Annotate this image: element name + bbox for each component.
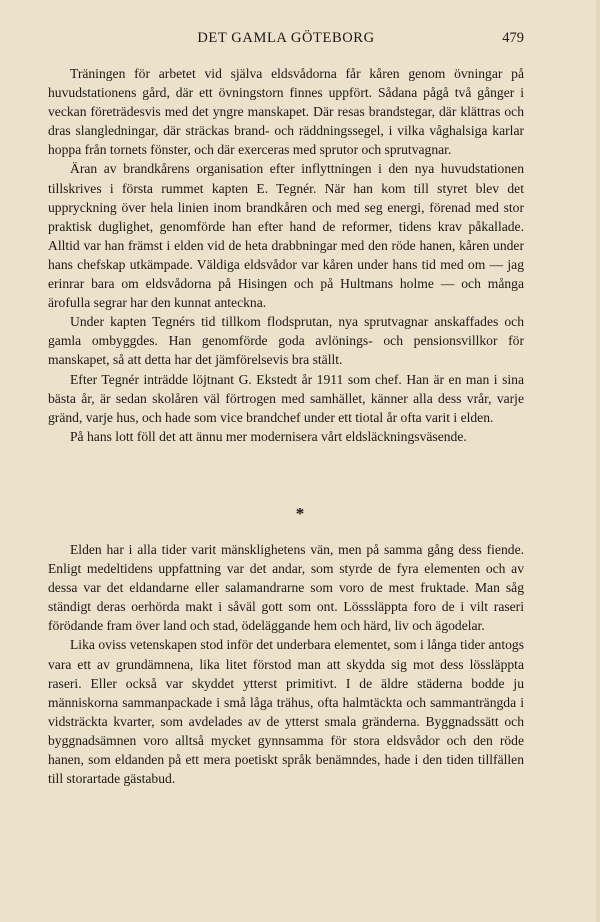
- section-fire-history: [48, 540, 524, 788]
- paragraph: Efter Tegnér inträdde löjtnant G. Ekstedt år 1911 som chef. Han är en man i sina bästa år, är sedan skolåren väl förtrogen med samhället, känner alla dess vrår, varje gränd, varje hus, och hade som vice brandchef under ett tiotal år ofta varit i elden.: [48, 371, 524, 425]
- paragraph: Lika oviss vetenskapen stod inför det underbara elementet, som i långa tider antogs vara ett av grundämnena, lika litet förstod man att skydda sig mot dess lössläppta raseri. Eller också var skyddet ytterst primitivt. I de äldre städerna bodde ju människorna sammanpackade i små låga trähus, ofta halmtäckta och sammanträngda i vidsträckta kvarter, som avdelades av de ytterst smala gränderna. Byggnadssätt och byggnadsämnen voro alltså mycket gynnsamma för stora eldsvådor och den röde hanen, som eldanden på ett mera poetiskt språk benämndes, hade i den tiden tillfällen till storartade gästabud.: [48, 637, 524, 787]
- section-separator: *: [295, 504, 305, 523]
- page-number: 479: [502, 30, 524, 46]
- page-header: [48, 30, 524, 50]
- paragraph: Under kapten Tegnérs tid tillkom flodsprutan, nya sprutvagnar anskaffades och gamla ombyggdes. Han genomförde goda avlönings- och pensionsvillkor för manskapet, så att detta har det jämförelsevis bra ställt.: [48, 314, 524, 368]
- running-title: DET GAMLA GÖTEBORG: [197, 30, 375, 46]
- paragraph: Träningen för arbetet vid själva eldsvådorna får kåren genom övningar på huvudstationens gård, där ett övningstorn finnes uppfört. Sådana pågå två gånger i veckan företrädesvis med det yngre manskapet. Där resas brandstegar, där klättras och dras slangledningar, där sträckas brand- och räddningssegel, i vilka våghalsiga karlar hoppa från tornets fönster, och där exerceras med sprutor och sprutvagnar.: [48, 66, 524, 158]
- paragraph: Elden har i alla tider varit mänsklighetens vän, men på samma gång dess fiende. Enligt medeltidens uppfattning var det andar, som styrde de fyra elementen och av dessa var det eldandarne eller salamandrarne som voro de mest fruktade. Man såg ständigt deras oerhörda makt i såväl gott som ont. Lösssläppta foro de i vilt raseri förödande fram över land och stad, ödeläggande hem och härd, liv och ägodelar.: [48, 542, 524, 634]
- paragraph: Äran av brandkårens organisation efter inflyttningen i den nya huvudstationen tillskrives i första rummet kapten E. Tegnér. När han kom till styret blev det uppryckning över hela linien inom brandkåren och med seg energi, förenad med stor praktisk duglighet, genomförde han efter hand de reformer, tidens krav påkallade. Alltid var han främst i elden vid de heta drabbningar med den röde hanen, kåren under hans chefskap utkämpade. Väldiga eldsvådor var kåren under hans tid med om — jag erinrar bara om eldsvådorna på Hisingen och på Hultmans holme — och många ärofulla segrar har den kunnat anteckna.: [48, 161, 524, 311]
- paragraph: På hans lott föll det att ännu mer modernisera vårt eldsläckningsväsende.: [70, 428, 467, 444]
- section-fire-brigade: [48, 64, 524, 446]
